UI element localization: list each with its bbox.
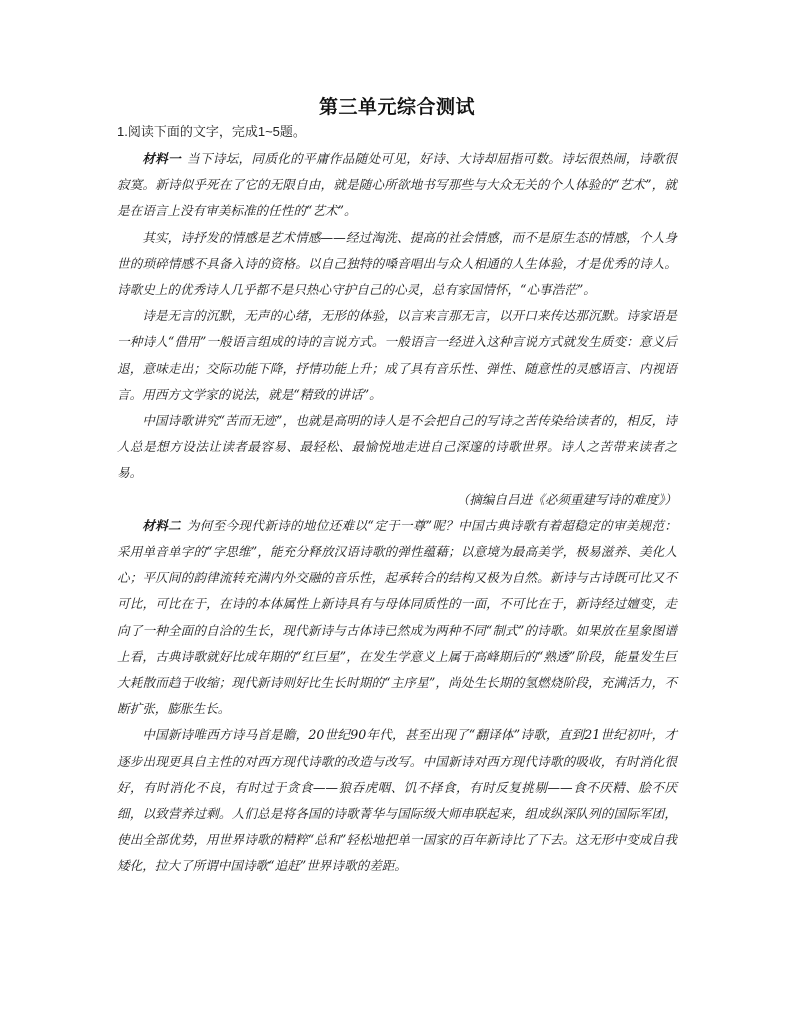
material1-paragraph-1 [117,146,677,225]
material1-p1-text: 当下诗坛，同质化的平庸作品随处可见，好诗、大诗却屈指可数。诗坛很热闹，诗歌很寂寞。新诗似乎死在了它的无限自由，就是随心所欲地书写那些与大众无关的个人体验的“艺术”，就是在语言上没有审美标准的任性的“艺术”。 [117,151,678,219]
page-title: 第三单元综合测试 [318,97,475,118]
material1-source: （摘编自吕进《必须重建写诗的难度》） [456,491,677,507]
material2-label: 材料二 [142,517,181,533]
material1-paragraph-4: 中国诗歌讲究“苦而无迹”，也就是高明的诗人是不会把自己的写诗之苦传染给读者的，相反，诗人总是想方设法让读者最容易、最轻松、最愉悦地走进自己深邃的诗歌世界。诗人之苦带来读者之易。 [117,413,677,481]
passage-body [117,146,677,880]
material2-p1-text: 为何至今现代新诗的地位还难以“定于一尊”呢？中国古典诗歌有着超稳定的审美规范：采用单音单字的“字思维”，能充分释放汉语诗歌的弹性蕴藉；以意境为最高美学，极易滋养、美化人心；平仄间的韵律流转充满内外交融的音乐性，起承转合的结构又极为自然。新诗与古诗既可比又不可比，可比在于，在诗的本体属性上新诗具有与母体同质性的一面，不可比在于，新诗经过嬗变，走向了一种全面的自洽的生长，现代新诗与古体诗已然成为两种不同“制式”的诗歌。如果放在星象图谱上看，古典诗歌就好比成年期的“红巨星”，在发生学意义上属于高峰期后的“熟透”阶段，能量发生巨大耗散而趋于收缩；现代新诗则好比生长时期的“主序星”，尚处生长期的氢燃烧阶段，充满活力，不断扩张，膨胀生长。 [117,517,677,717]
question-prompt: 1.阅读下面的文字，完成1~5题。 [117,124,306,139]
material2-paragraph-2: 中国新诗唯西方诗马首是瞻，20世纪90年代，甚至出现了“翻译体”诗歌，直到21世纪初叶，才逐步出现更具自主性的对西方现代诗歌的改造与改写。中国新诗对西方现代诗歌的吸收，有时消化很好，有时消化不良，有时过于贪食——狼吞虎咽、饥不择食，有时反复挑剔——食不厌精、脍不厌细，以致营养过剩。人们总是将各国的诗歌菁华与国际级大师串联起来，组成纵深队列的国际军团，使出全部优势，用世界诗歌的精粹“总和”轻松地把单一国家的百年新诗比了下去。这无形中变成自我矮化，拉大了所谓中国诗歌“追赶”世界诗歌的差距。 [117,727,677,874]
material2-paragraph-1 [117,513,677,723]
material1-paragraph-3: 诗是无言的沉默，无声的心绪，无形的体验，以言来言那无言，以开口来传达那沉默。诗家语是一种诗人“借用”一般语言组成的诗的言说方式。一般语言一经进入这种言说方式就发生质变：意义后退，意味走出；交际功能下降，抒情功能上升；成了具有音乐性、弹性、随意性的灵感语言、内视语言。用西方文学家的说法，就是“精致的讲话”。 [117,308,677,402]
material1-paragraph-2: 其实，诗抒发的情感是艺术情感——经过淘洗、提高的社会情感，而不是原生态的情感，个人身世的琐碎情感不具备入诗的资格。以自己独特的嗓音唱出与众人相通的人生体验，才是优秀的诗人。诗歌史上的优秀诗人几乎都不是只热心守护自己的心灵，总有家国情怀，“心事浩茫”。 [117,229,677,298]
material1-label: 材料一 [142,151,181,166]
